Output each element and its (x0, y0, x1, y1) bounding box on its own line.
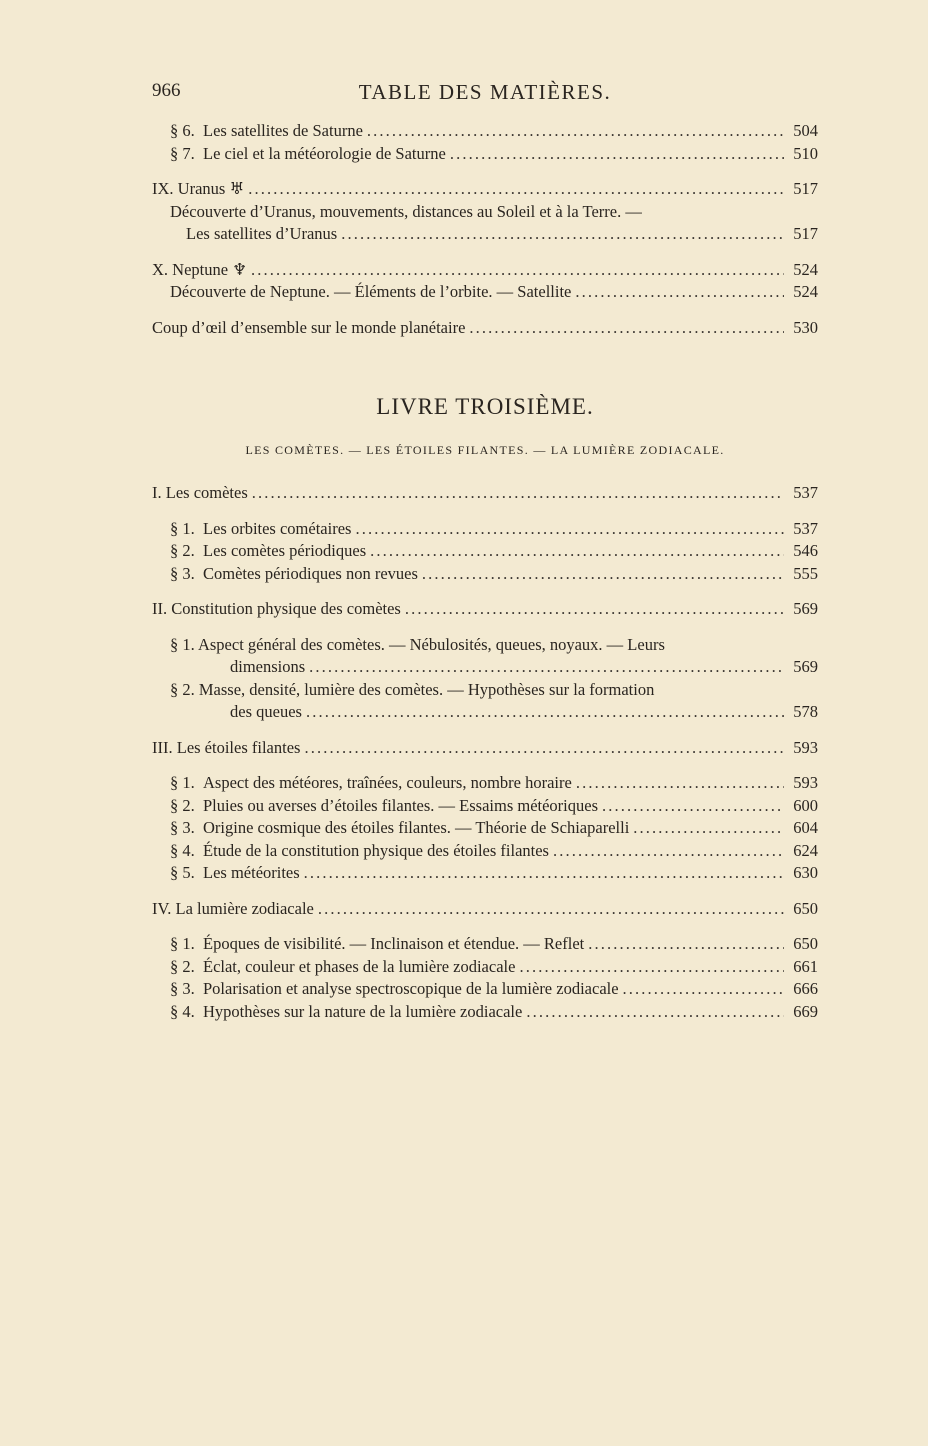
toc-entry-label (152, 598, 401, 621)
toc-entry (152, 178, 818, 201)
dot-leader (304, 862, 784, 885)
toc-entry-label (186, 223, 337, 246)
toc-entry-label (152, 898, 314, 921)
toc-entry (152, 540, 818, 563)
toc-entry (152, 317, 818, 340)
dot-leader (602, 795, 784, 818)
dot-leader (355, 518, 784, 541)
toc-entry (152, 518, 818, 541)
toc-spacer (152, 585, 818, 598)
toc-entry (152, 259, 818, 282)
toc-spacer (152, 165, 818, 178)
entry-title: dimensions (230, 657, 306, 676)
dot-leader (367, 120, 784, 143)
toc-spacer (152, 304, 818, 317)
page-reference: 661 (793, 956, 818, 976)
page-reference: 578 (793, 702, 818, 721)
toc-entry-line: Découverte d’Uranus, mouvements, distances au Soleil et à la Terre. — (170, 201, 642, 221)
page-number: 966 (152, 80, 181, 101)
dot-leader (370, 540, 784, 563)
toc-entry (152, 120, 818, 143)
page-reference: 569 (793, 657, 818, 676)
entry-title: Aspect des météores, traînées, couleurs, nombre horaire (203, 773, 572, 792)
dot-leader (450, 143, 784, 166)
toc-entry (152, 772, 818, 795)
entry-title: Pluies ou averses d’étoiles filantes. — Essaims météoriques (203, 795, 599, 815)
toc-entry-label (170, 978, 619, 1001)
toc-spacer (152, 920, 818, 933)
toc-entry (152, 737, 818, 760)
page-reference: 524 (793, 259, 818, 279)
dot-leader (422, 563, 784, 586)
entry-title: Origine cosmique des étoiles filantes. — Théorie de Schiaparelli (203, 818, 630, 837)
page-reference: 517 (793, 179, 818, 198)
toc-section-lower (152, 482, 818, 1023)
entry-title: Hypothèses sur la nature de la lumière zodiacale (203, 1001, 523, 1021)
entry-title: Éclat, couleur et phases de la lumière zodiacale (203, 956, 516, 976)
section-number: § 7. (170, 143, 195, 163)
section-number: § 4. (170, 1001, 195, 1021)
entry-title: Étude de la constitution physique des étoiles filantes (203, 840, 549, 860)
dot-leader (248, 178, 784, 201)
toc-entry (152, 482, 818, 505)
toc-entry-label (170, 840, 549, 863)
dot-leader (469, 317, 784, 340)
toc-entry-label (152, 737, 300, 760)
dot-leader (252, 482, 784, 505)
section-number: § 2. (170, 795, 195, 815)
entry-title: III. Les étoiles filantes (152, 737, 301, 757)
page-reference: 569 (793, 599, 818, 618)
toc-entry (152, 563, 818, 586)
book-title: LIVRE TROISIÈME. (376, 394, 594, 419)
toc-entry-label (170, 518, 351, 541)
toc-spacer (152, 505, 818, 518)
dot-leader (553, 840, 784, 863)
dot-leader (309, 656, 784, 679)
toc-entry-label (170, 933, 584, 956)
toc-entry-line: § 2. Masse, densité, lumière des comètes. — Hypothèses sur la formation (170, 679, 655, 699)
toc-entry (152, 840, 818, 863)
toc-entry (152, 701, 818, 724)
toc-spacer (152, 621, 818, 634)
dot-leader (575, 281, 784, 304)
toc-entry (152, 656, 818, 679)
entry-title: Les satellites de Saturne (203, 121, 363, 140)
toc-entry-label (170, 817, 629, 840)
toc-entry-line: § 1. Aspect général des comètes. — Nébulosités, queues, noyaux. — Leurs (170, 634, 665, 654)
entry-title: Les satellites d’Uranus (186, 224, 338, 243)
page-reference: 546 (793, 541, 818, 560)
toc-entry-label (152, 317, 465, 340)
section-number: § 2. (170, 541, 195, 560)
toc-spacer (152, 885, 818, 898)
entry-title: Comètes périodiques non revues (203, 563, 418, 583)
page-reference: 669 (793, 1001, 818, 1021)
page-reference: 650 (793, 898, 818, 918)
page-reference: 504 (793, 121, 818, 140)
section-number: § 1. (170, 773, 195, 792)
dot-leader (405, 598, 784, 621)
section-number: § 1. (170, 518, 195, 538)
page-reference: 593 (793, 773, 818, 792)
dot-leader (519, 956, 784, 979)
dot-leader (588, 933, 784, 956)
entry-title: I. Les comètes (152, 483, 248, 502)
toc-entry (152, 898, 818, 921)
section-number: § 5. (170, 863, 195, 882)
toc-entry (152, 143, 818, 166)
dot-leader (341, 223, 784, 246)
entry-title: IV. La lumière zodiacale (152, 898, 314, 918)
section-number: § 4. (170, 840, 195, 860)
toc-entry-label (170, 1001, 522, 1024)
entry-title: X. Neptune ♆ (152, 259, 247, 279)
toc-entry-label (170, 862, 300, 885)
section-number: § 6. (170, 121, 195, 140)
dot-leader (306, 701, 784, 724)
page-reference: 524 (793, 282, 818, 301)
toc-entry-label (170, 563, 418, 586)
entry-title: Coup d’œil d’ensemble sur le monde planétaire (152, 317, 466, 337)
toc-entry (152, 598, 818, 621)
toc-entry-label (170, 143, 446, 166)
toc-entry (152, 795, 818, 818)
entry-title: Époques de visibilité. — Inclinaison et étendue. — Reflet (203, 934, 585, 953)
entry-title: Les météorites (203, 863, 300, 882)
entry-title: Les comètes périodiques (203, 541, 367, 560)
section-number: § 3. (170, 979, 195, 998)
entry-title: Découverte de Neptune. — Éléments de l’orbite. — Satellite (170, 282, 572, 301)
toc-entry (152, 978, 818, 1001)
toc-entry (152, 817, 818, 840)
section-number: § 3. (170, 563, 195, 583)
page-reference: 530 (793, 317, 818, 337)
running-title: TABLE DES MATIÈRES. (358, 80, 612, 104)
page-reference: 537 (793, 518, 818, 538)
toc-entry (152, 1001, 818, 1024)
dot-leader (633, 817, 784, 840)
page-reference: 517 (793, 224, 818, 243)
toc-entry-label (152, 178, 244, 201)
page-reference: 630 (793, 863, 818, 882)
toc-entry (152, 956, 818, 979)
toc-entry-label (230, 656, 305, 679)
toc-entry-label (170, 956, 515, 979)
page-reference: 624 (793, 840, 818, 860)
entry-title: II. Constitution physique des comètes (152, 599, 401, 618)
entry-title: Polarisation et analyse spectroscopique de la lumière zodiacale (203, 979, 619, 998)
entry-title: Le ciel et la météorologie de Saturne (203, 143, 446, 163)
toc-entry-label (230, 701, 302, 724)
section-number: § 3. (170, 818, 195, 837)
page-reference: 604 (793, 818, 818, 837)
dot-leader (304, 737, 784, 760)
entry-title: des queues (230, 702, 302, 721)
toc-section-upper (152, 120, 818, 339)
toc-entry-label (170, 540, 366, 563)
dot-leader (576, 772, 784, 795)
toc-spacer (152, 246, 818, 259)
section-number: § 1. (170, 934, 195, 953)
toc-entry-label (170, 120, 363, 143)
toc-spacer (152, 724, 818, 737)
entry-title: IX. Uranus ♅ (152, 179, 245, 198)
dot-leader (623, 978, 784, 1001)
page-reference: 650 (793, 934, 818, 953)
dot-leader (251, 259, 784, 282)
section-number: § 2. (170, 956, 195, 976)
toc-entry-label (170, 281, 571, 304)
page-reference: 555 (793, 563, 818, 583)
book-subtitle: LES COMÈTES. — LES ÉTOILES FILANTES. — LA LUMIÈRE ZODIACALE. (245, 443, 725, 457)
dot-leader (526, 1001, 784, 1024)
page-reference: 510 (793, 143, 818, 163)
toc-entry-label (170, 772, 572, 795)
toc-entry-label (152, 259, 247, 282)
toc-entry-label (152, 482, 248, 505)
toc-entry-label (170, 795, 598, 818)
page-reference: 593 (793, 737, 818, 757)
dot-leader (318, 898, 784, 921)
page-header (152, 80, 818, 108)
toc-entry (152, 933, 818, 956)
page-reference: 537 (793, 483, 818, 502)
page-reference: 666 (793, 979, 818, 998)
toc-entry (152, 862, 818, 885)
toc-spacer (152, 759, 818, 772)
toc-entry (152, 281, 818, 304)
page-reference: 600 (793, 795, 818, 815)
toc-entry (152, 223, 818, 246)
entry-title: Les orbites cométaires (203, 518, 352, 538)
